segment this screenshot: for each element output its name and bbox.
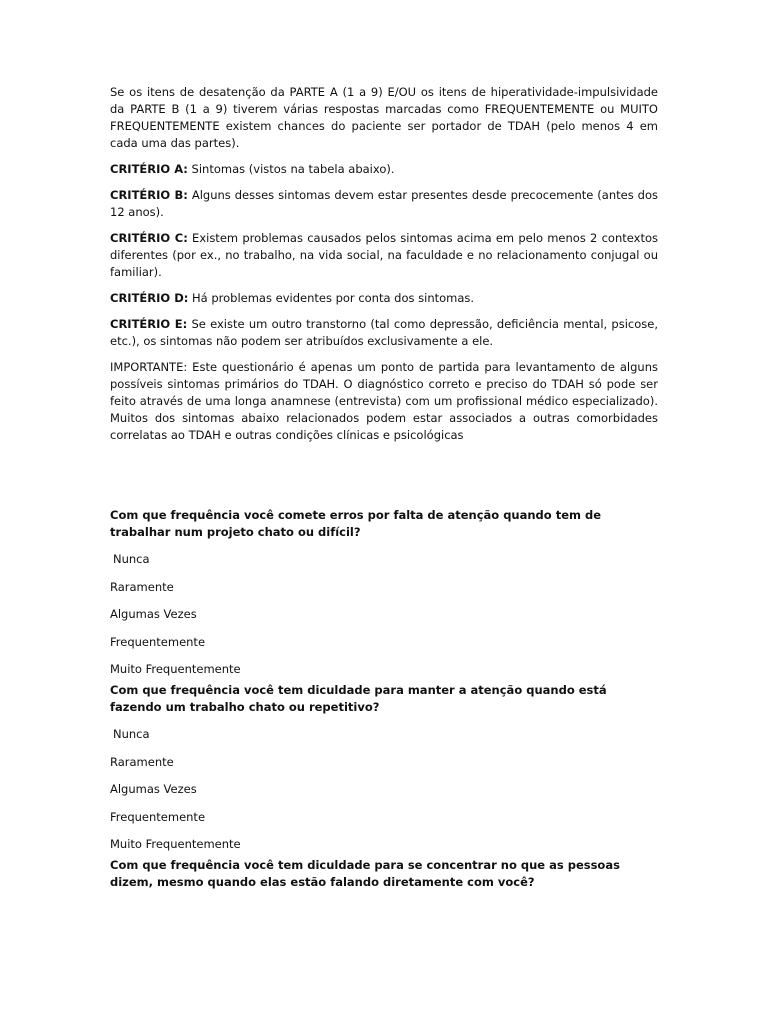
question-3: Com que frequência você tem diculdade para se concentrar no que as pessoas dizem, mesmo quando elas estão falando diretamente com você? (110, 858, 620, 889)
spacer (110, 453, 658, 507)
criterion-label: CRITÉRIO D: (110, 291, 189, 305)
criterion-d (110, 290, 658, 307)
criterion-label: CRITÉRIO E: (110, 317, 188, 331)
criterion-label: CRITÉRIO B: (110, 188, 188, 202)
criterion-label: CRITÉRIO A: (110, 162, 188, 176)
criterion-a (110, 161, 658, 178)
criterion-e (110, 316, 658, 350)
criterion-text: Sintomas (vistos na tabela abaixo). (187, 162, 395, 176)
question-2: Com que frequência você tem diculdade para manter a atenção quando está fazendo um trabalho chato ou repetitivo? (110, 683, 607, 714)
option-algumas-vezes[interactable]: Algumas Vezes (110, 782, 197, 796)
document-page (110, 84, 658, 901)
criterion-label: CRITÉRIO C: (110, 231, 188, 245)
option-nunca[interactable]: Nunca (113, 727, 150, 741)
option-muito-frequentemente[interactable]: Muito Frequentemente (110, 837, 241, 851)
criterion-b (110, 187, 658, 221)
criterion-c (110, 230, 658, 281)
option-algumas-vezes[interactable]: Algumas Vezes (110, 607, 197, 621)
criterion-text: Se existe um outro transtorno (tal como depressão, deficiência mental, psicose, etc.), os sintomas não podem ser atribuídos exclusivamente a ele. (110, 317, 658, 348)
option-frequentemente[interactable]: Frequentemente (110, 809, 206, 824)
important-note: IMPORTANTE: Este questionário é apenas um ponto de partida para levantamento de alguns possíveis sintomas primários do TDAH. O diagnóstico correto e preciso do TDAH só pode ser feito através de uma longa anamnese (entrevista) com um profissional médico especializado). Muitos dos sintomas abaixo relacionados podem estar associados a outras comorbidades correlatas ao TDAH e outras condições clínicas e psicológicas (110, 360, 658, 442)
option-raramente[interactable]: Raramente (110, 579, 174, 594)
criterion-text: Alguns desses sintomas devem estar presentes desde precocemente (antes dos 12 anos). (110, 188, 658, 219)
criterion-text: Existem problemas causados pelos sintomas acima em pelo menos 2 contextos diferentes (por ex., no trabalho, na vida social, na faculdade e no relacionamento conjugal ou familiar). (110, 231, 658, 279)
criterion-text: Há problemas evidentes por conta dos sintomas. (188, 291, 475, 305)
option-raramente[interactable]: Raramente (110, 754, 174, 769)
option-frequentemente[interactable]: Frequentemente (110, 634, 206, 649)
question-1: Com que frequência você comete erros por falta de atenção quando tem de trabalhar num projeto chato ou difícil? (110, 508, 602, 539)
option-muito-frequentemente[interactable]: Muito Frequentemente (110, 662, 241, 676)
intro-paragraph: Se os itens de desatenção da PARTE A (1 a 9) E/OU os itens de hiperatividade-impulsividade da PARTE B (1 a 9) tiverem várias respostas marcadas como FREQUENTEMENTE ou MUITO FREQUENTEMENTE existem chances do paciente ser portador de TDAH (pelo menos 4 em cada uma das partes). (110, 85, 658, 150)
option-nunca[interactable]: Nunca (113, 552, 150, 566)
